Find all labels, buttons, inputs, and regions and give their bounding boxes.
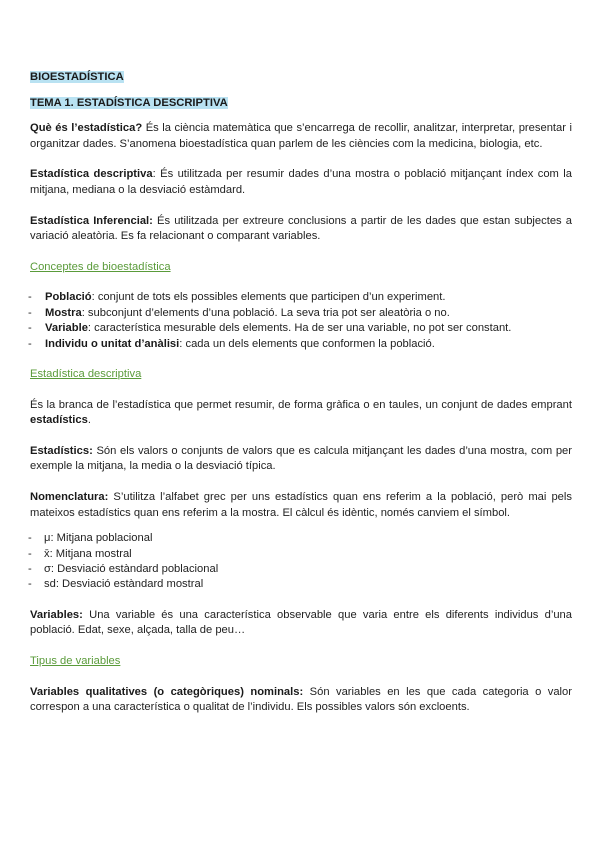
list-item: - Població: conjunt de tots els possibles elements que participen d’un experiment. (28, 291, 446, 304)
list-item: - Mostra: subconjunt d’elements d’una població. La seva tria pot ser aleatòria o no. (28, 306, 450, 319)
symbols-list (30, 531, 572, 593)
paragraph-statistics: Estadístics: Són els valors o conjunts de valors que es calcula mitjançant les dades d’una mostra, com per exemple la mitjana, la media o la desviació típica. (30, 444, 572, 473)
list-item: - μ: Mitjana poblacional (28, 532, 153, 545)
section-heading-variable-types: Tipus de variables (30, 654, 121, 667)
chapter-title: TEMA 1. ESTADÍSTICA DESCRIPTIVA (30, 96, 228, 109)
concepts-list (30, 290, 572, 352)
list-item: - Individu o unitat d’anàlisi: cada un dels elements que conformen la població. (28, 337, 435, 350)
section-heading-descriptive: Estadística descriptiva (30, 367, 142, 380)
document-body (30, 70, 572, 716)
paragraph-nomenclature: Nomenclatura: S’utilitza l’alfabet grec per uns estadístics quan ens referim a la població, però mai pels mateixos estadístics quan ens referim a la mostra. El càlcul és idèntic, només canviem el símbol. (30, 490, 572, 519)
paragraph-inferential: Estadística Inferencial: És utilitzada per extreure conclusions a partir de les dades que estan subjectes a variació aleatòria. Es fa relacionant o comparant variables. (30, 214, 572, 243)
list-item: - sd: Desviació estàndard mostral (28, 578, 204, 591)
paragraph-descriptive: Estadística descriptiva: És utilitzada per resumir dades d’una mostra o població mitjançant índex com la mitjana, mediana o la desviació estàmdard. (30, 168, 572, 196)
paragraph-branch: És la branca de l’estadística que permet resumir, de forma gràfica o en taules, un conjunt de dades emprant estadístics. (30, 398, 572, 427)
list-item: - x̄: Mitjana mostral (28, 547, 132, 560)
document-title: BIOESTADÍSTICA (30, 71, 124, 83)
paragraph-qualitative: Variables qualitatives (o categòriques) nominals: Són variables en les que cada categoria o valor correspon a una característica o qualitat de l’individu. Els possibles valors són excloents. (30, 685, 572, 714)
list-item: - Variable: característica mesurable dels elements. Ha de ser una variable, no pot ser constant. (28, 322, 512, 335)
list-item: - σ: Desviació estàndard poblacional (28, 562, 219, 575)
section-heading-concepts: Conceptes de bioestadística (30, 260, 171, 273)
paragraph-variables: Variables: Una variable és una característica observable que varia entre els diferents individus d’una població. Edat, sexe, alçada, talla de peu… (30, 608, 572, 637)
paragraph-what-is-statistics: Què és l’estadística? És la ciència matemàtica que s’encarrega de recollir, analitzar, interpretar, presentar i organitzar dades. S’anomena bioestadística quan parlem de les ciències com la medicina, biologia, etc. (30, 122, 572, 150)
